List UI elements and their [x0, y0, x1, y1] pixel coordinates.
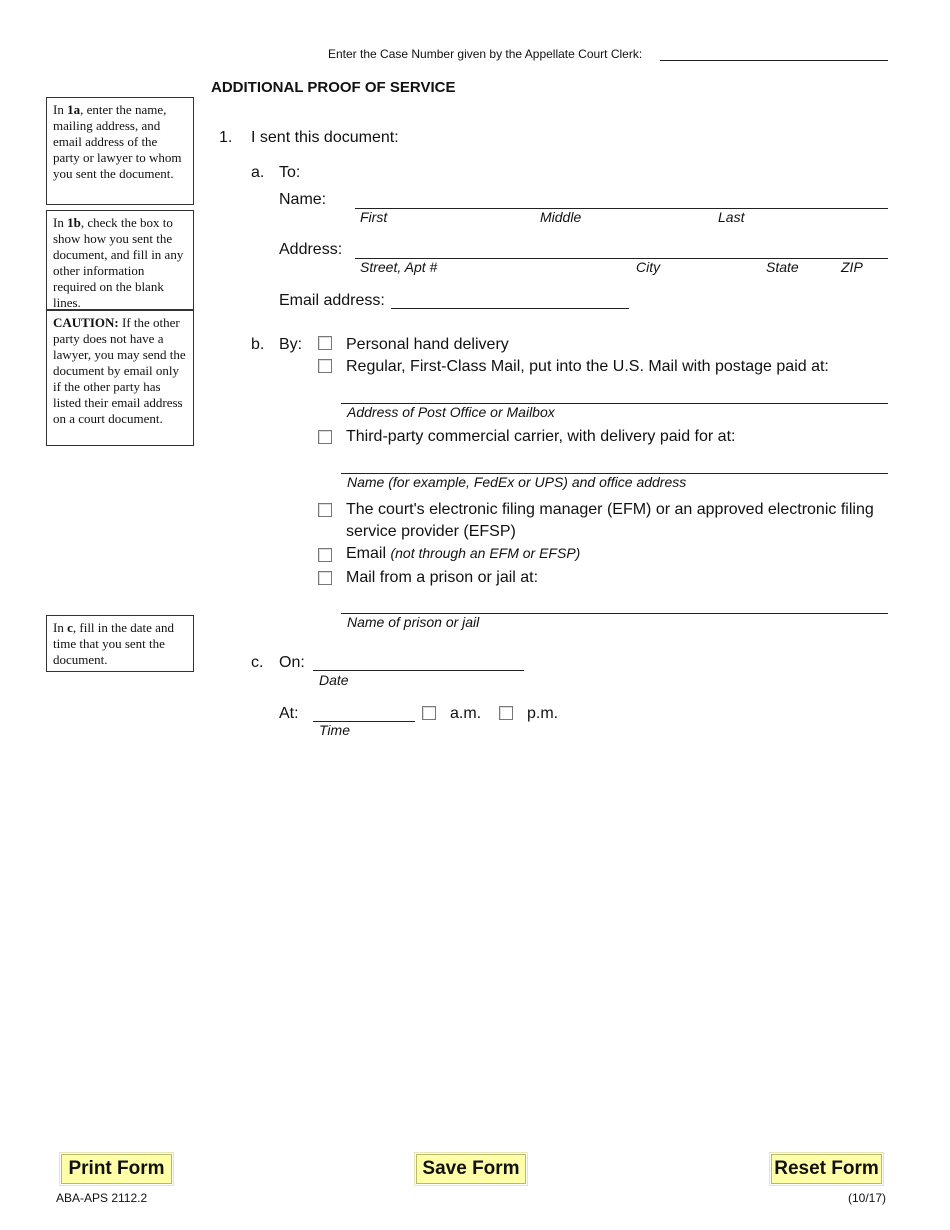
- name-label: Name:: [279, 191, 327, 208]
- email-delivery-note: (not through an EFM or EFSP): [390, 545, 581, 561]
- efm-checkbox[interactable]: [318, 503, 332, 517]
- form-revision: (10/17): [848, 1191, 887, 1205]
- form-id: ABA-APS 2112.2: [56, 1191, 148, 1205]
- city-caption: City: [636, 259, 661, 275]
- by-label: By:: [279, 336, 303, 353]
- date-field[interactable]: [313, 670, 524, 671]
- carrier-caption: Name (for example, FedEx or UPS) and office address: [347, 474, 687, 490]
- section-number: 1.: [219, 129, 233, 146]
- first-class-mail-label: Regular, First-Class Mail, put into the U.S. Mail with postage paid at:: [346, 358, 829, 375]
- item-b-letter: b.: [251, 336, 265, 353]
- pm-label: p.m.: [527, 705, 559, 722]
- first-name-caption: First: [360, 209, 388, 225]
- email-label: Email address:: [279, 292, 385, 309]
- am-checkbox[interactable]: [422, 706, 436, 720]
- sidebar-box-caution: CAUTION: If the other party does not have a lawyer, you may send the document by email only if the other party has listed their email address on a court document.: [46, 310, 194, 446]
- first-class-mail-checkbox[interactable]: [318, 359, 332, 373]
- email-field[interactable]: [391, 308, 629, 309]
- reset-form-button[interactable]: Reset Form: [771, 1154, 882, 1184]
- efm-label-line2: service provider (EFSP): [346, 523, 516, 540]
- section-label: I sent this document:: [251, 129, 399, 146]
- email-checkbox[interactable]: [318, 548, 332, 562]
- date-caption: Date: [319, 672, 349, 688]
- zip-caption: ZIP: [841, 259, 863, 275]
- street-caption: Street, Apt #: [360, 259, 438, 275]
- efm-label-line1: The court's electronic filing manager (EFM) or an approved electronic filing: [346, 501, 874, 518]
- to-label: To:: [279, 164, 301, 181]
- state-caption: State: [766, 259, 799, 275]
- page-title: ADDITIONAL PROOF OF SERVICE: [211, 79, 456, 96]
- item-a-letter: a.: [251, 164, 265, 181]
- last-name-caption: Last: [718, 209, 745, 225]
- case-number-field[interactable]: [660, 60, 888, 61]
- sidebar-box-1a: In 1a, enter the name, mailing address, and email address of the party or lawyer to whom you sent the document.: [46, 97, 194, 205]
- prison-mail-checkbox[interactable]: [318, 571, 332, 585]
- personal-delivery-label: Personal hand delivery: [346, 336, 509, 353]
- address-label: Address:: [279, 241, 343, 258]
- email-delivery-text: Email: [346, 545, 387, 562]
- commercial-carrier-label: Third-party commercial carrier, with delivery paid for at:: [346, 428, 736, 445]
- at-label: At:: [279, 705, 299, 722]
- email-delivery-label: [346, 545, 580, 563]
- sidebar-box-c: In c, fill in the date and time that you sent the document.: [46, 615, 194, 672]
- print-form-button[interactable]: Print Form: [61, 1154, 172, 1184]
- on-label: On:: [279, 654, 305, 671]
- middle-name-caption: Middle: [540, 209, 582, 225]
- time-caption: Time: [319, 722, 350, 738]
- pm-checkbox[interactable]: [499, 706, 513, 720]
- case-number-label: Enter the Case Number given by the Appellate Court Clerk:: [328, 47, 643, 61]
- commercial-carrier-checkbox[interactable]: [318, 430, 332, 444]
- personal-delivery-checkbox[interactable]: [318, 336, 332, 350]
- am-label: a.m.: [450, 705, 482, 722]
- name-field[interactable]: [355, 208, 888, 209]
- post-office-caption: Address of Post Office or Mailbox: [347, 404, 555, 420]
- prison-mail-label: Mail from a prison or jail at:: [346, 569, 539, 586]
- sidebar-box-1b: In 1b, check the box to show how you sent the document, and fill in any other information required on the blank lines.: [46, 210, 194, 310]
- item-c-letter: c.: [251, 654, 264, 671]
- save-form-button[interactable]: Save Form: [416, 1154, 526, 1184]
- prison-caption: Name of prison or jail: [347, 614, 480, 630]
